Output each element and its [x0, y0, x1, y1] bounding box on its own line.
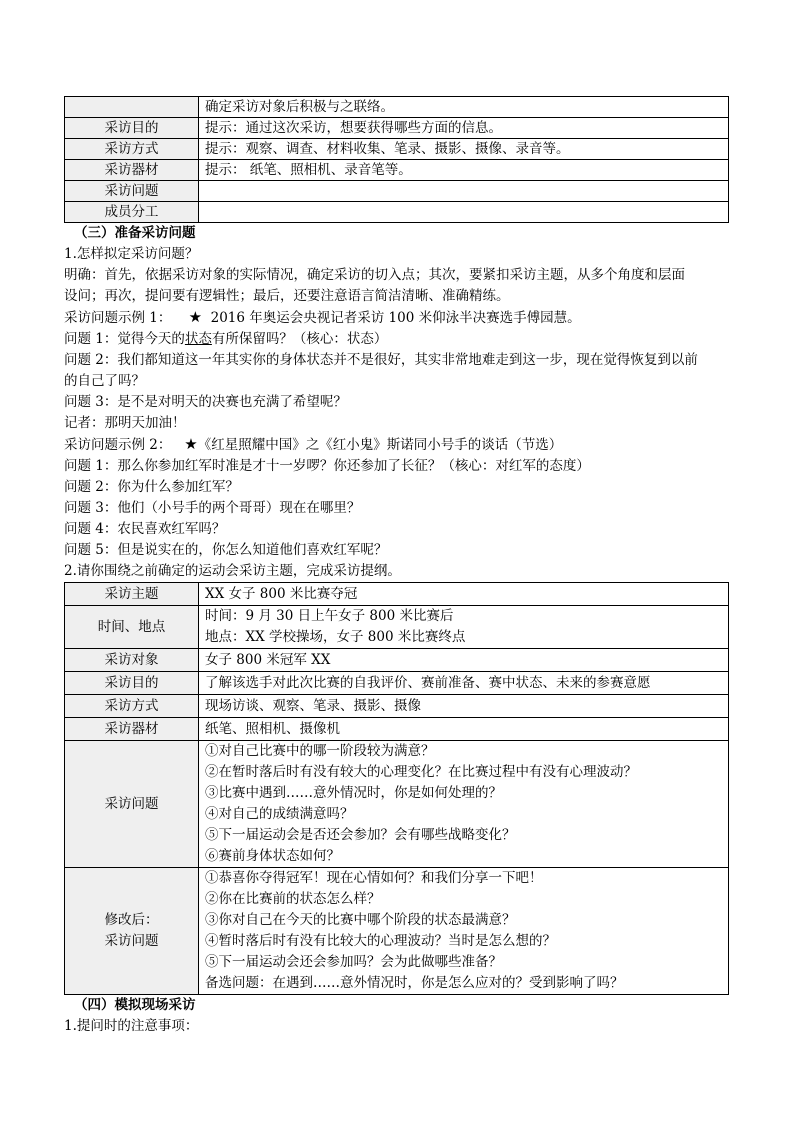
revised-questions-label: [65, 868, 199, 995]
table-row: [65, 672, 729, 695]
table-row: [65, 160, 729, 181]
table-row: [65, 741, 729, 868]
question-1-heading: 1.怎样拟定采访问题？: [64, 246, 199, 262]
table-row: [65, 181, 729, 202]
table-row: [65, 649, 729, 672]
row-value: 提示：通过这次采访，想要获得哪些方面的信息。: [199, 118, 729, 139]
object-label: 采访对象: [65, 649, 199, 672]
row-label: 采访目的: [65, 118, 199, 139]
time-value: 时间：9 月 30 日上午女子 800 米比赛后: [205, 608, 454, 624]
list-item: ⑤下一届运动会还会参加吗？会为此做哪些准备？: [205, 954, 502, 970]
questions-list: [199, 741, 729, 868]
list-item: ④暂时落后时有没有比较大的心理波动？当时是怎么想的？: [205, 933, 556, 949]
example-2-question-3: 问题 3：他们（小号手的两个哥哥）现在在哪里？: [64, 500, 361, 516]
example-1-title: [64, 307, 729, 329]
example-1-text: 2016 年奥运会央视记者采访 100 米仰泳半决赛选手傅园慧。: [210, 310, 581, 326]
row-label: 采访问题: [65, 181, 199, 202]
list-item: ③比赛中遇到……意外情况时，你是如何处理的？: [205, 785, 502, 801]
object-value: 女子 800 米冠军 XX: [199, 649, 729, 672]
answer-line-2: 设问；再次，提问要有逻辑性；最后，还要注意语言简洁清晰、准确精练。: [64, 288, 510, 304]
list-item: ⑥赛前身体状态如何？: [205, 848, 340, 864]
row-value: 确定采访对象后积极与之联络。: [199, 97, 729, 118]
time-place-value: [199, 606, 729, 649]
table-row: [65, 718, 729, 741]
purpose-value: 了解该选手对此次比赛的自我评价、赛前准备、赛中状态、未来的参赛意愿: [199, 672, 729, 695]
list-item: ②你在比赛前的状态怎么样？: [205, 891, 381, 907]
section-3-heading: （三）准备采访问题: [74, 225, 196, 241]
row-label: 采访器材: [65, 160, 199, 181]
list-item: ②在暂时落后时有没有较大的心理变化？在比赛过程中有没有心理波动？: [205, 764, 637, 780]
row-label: 成员分工: [65, 202, 199, 223]
method-label: 采访方式: [65, 695, 199, 718]
q1-suffix: 有所保留吗？（核心：状态）: [211, 331, 388, 347]
example-2-prefix: 采访问题示例 2：: [64, 437, 172, 453]
place-value: 地点：XX 学校操场，女子 800 米比赛终点: [205, 629, 466, 645]
example-2-question-5: 问题 5：但是说实在的，你怎么知道他们喜欢红军呢？: [64, 542, 388, 558]
section-4-item-1: 1.提问时的注意事项：: [64, 1018, 199, 1034]
time-place-label: 时间、地点: [65, 606, 199, 649]
table-row: [65, 97, 729, 118]
row-label: [65, 97, 199, 118]
purpose-label: 采访目的: [65, 672, 199, 695]
table-row: [65, 606, 729, 649]
list-item: 备选问题：在遇到……意外情况时，你是怎么应对的？受到影响了吗？: [205, 975, 624, 991]
equipment-label: 采访器材: [65, 718, 199, 741]
table-row: [65, 695, 729, 718]
example-2-text: 《红星照耀中国》之《红小鬼》斯诺同小号手的谈话（节选）: [197, 437, 563, 453]
row-value: [199, 202, 729, 223]
example-2-question-4: 问题 4：农民喜欢红军吗？: [64, 521, 226, 537]
method-value: 现场访谈、观察、笔录、摄影、摄像: [199, 695, 729, 718]
table-row: [65, 583, 729, 606]
list-item: ④对自己的成绩满意吗？: [205, 806, 354, 822]
list-item: ⑤下一届运动会是否还会参加？会有哪些战略变化？: [205, 827, 516, 843]
star-icon: ★: [184, 435, 198, 453]
table-row: [65, 202, 729, 223]
table-row: [65, 118, 729, 139]
example-2-question-2: 问题 2：你为什么参加红军？: [64, 479, 239, 495]
list-item: ①恭喜你夺得冠军！现在心情如何？和我们分享一下吧！: [205, 870, 543, 886]
table-row: [65, 139, 729, 160]
example-1-question-1: [64, 329, 729, 350]
row-value: 提示：观察、调查、材料收集、笔录、摄影、摄像、录音等。: [199, 139, 729, 160]
q1-underlined: 状态: [184, 331, 212, 347]
document-page: [64, 96, 729, 1037]
answer-line-1: 明确：首先，依据采访对象的实际情况，确定采访的切入点；其次，要紧扣采访主题，从多个角度和层面: [64, 267, 685, 283]
row-label: 采访方式: [65, 139, 199, 160]
revised-questions-list: [199, 868, 729, 995]
example-1-question-3: 问题 3：是不是对明天的决赛也充满了希望呢？: [64, 394, 347, 410]
list-item: ③你对自己在今天的比赛中哪个阶段的状态最满意？: [205, 912, 516, 928]
section-4-heading: （四）模拟现场采访: [74, 997, 196, 1013]
table-row: [65, 868, 729, 995]
theme-value: XX 女子 800 米比赛夺冠: [199, 583, 729, 606]
star-icon: ★: [188, 308, 203, 326]
questions-label: 采访问题: [65, 741, 199, 868]
revised-label-line-2: 采访问题: [104, 933, 159, 949]
revised-label-line-1: 修改后：: [104, 912, 159, 928]
task-2: 2.请你围绕之前确定的运动会采访主题，完成采访提纲。: [64, 563, 401, 579]
interview-plan-table-1: [64, 96, 729, 223]
interview-plan-table-2: [64, 582, 729, 995]
q1-prefix: 问题 1：觉得今天的: [64, 331, 185, 347]
equipment-value: 纸笔、照相机、摄像机: [199, 718, 729, 741]
example-1-question-2-line-1: 问题 2：我们都知道这一年其实你的身体状态并不是很好，其实非常地难走到这一步，现在觉得恢复到以前: [64, 352, 698, 368]
example-2-title: [64, 434, 729, 456]
theme-label: 采访主题: [65, 583, 199, 606]
example-2-question-1: 问题 1：那么你参加红军时准是才十一岁啰？你还参加了长征？（核心：对红军的态度）: [64, 458, 590, 474]
list-item: ①对自己比赛中的哪一阶段较为满意？: [205, 743, 435, 759]
row-value: 提示： 纸笔、照相机、录音笔等。: [199, 160, 729, 181]
row-value: [199, 181, 729, 202]
example-1-prefix: 采访问题示例 1：: [64, 310, 172, 326]
example-1-question-2-line-2: 的自己了吗？: [64, 373, 145, 389]
example-1-reporter: 记者：那明天加油！: [64, 415, 186, 431]
